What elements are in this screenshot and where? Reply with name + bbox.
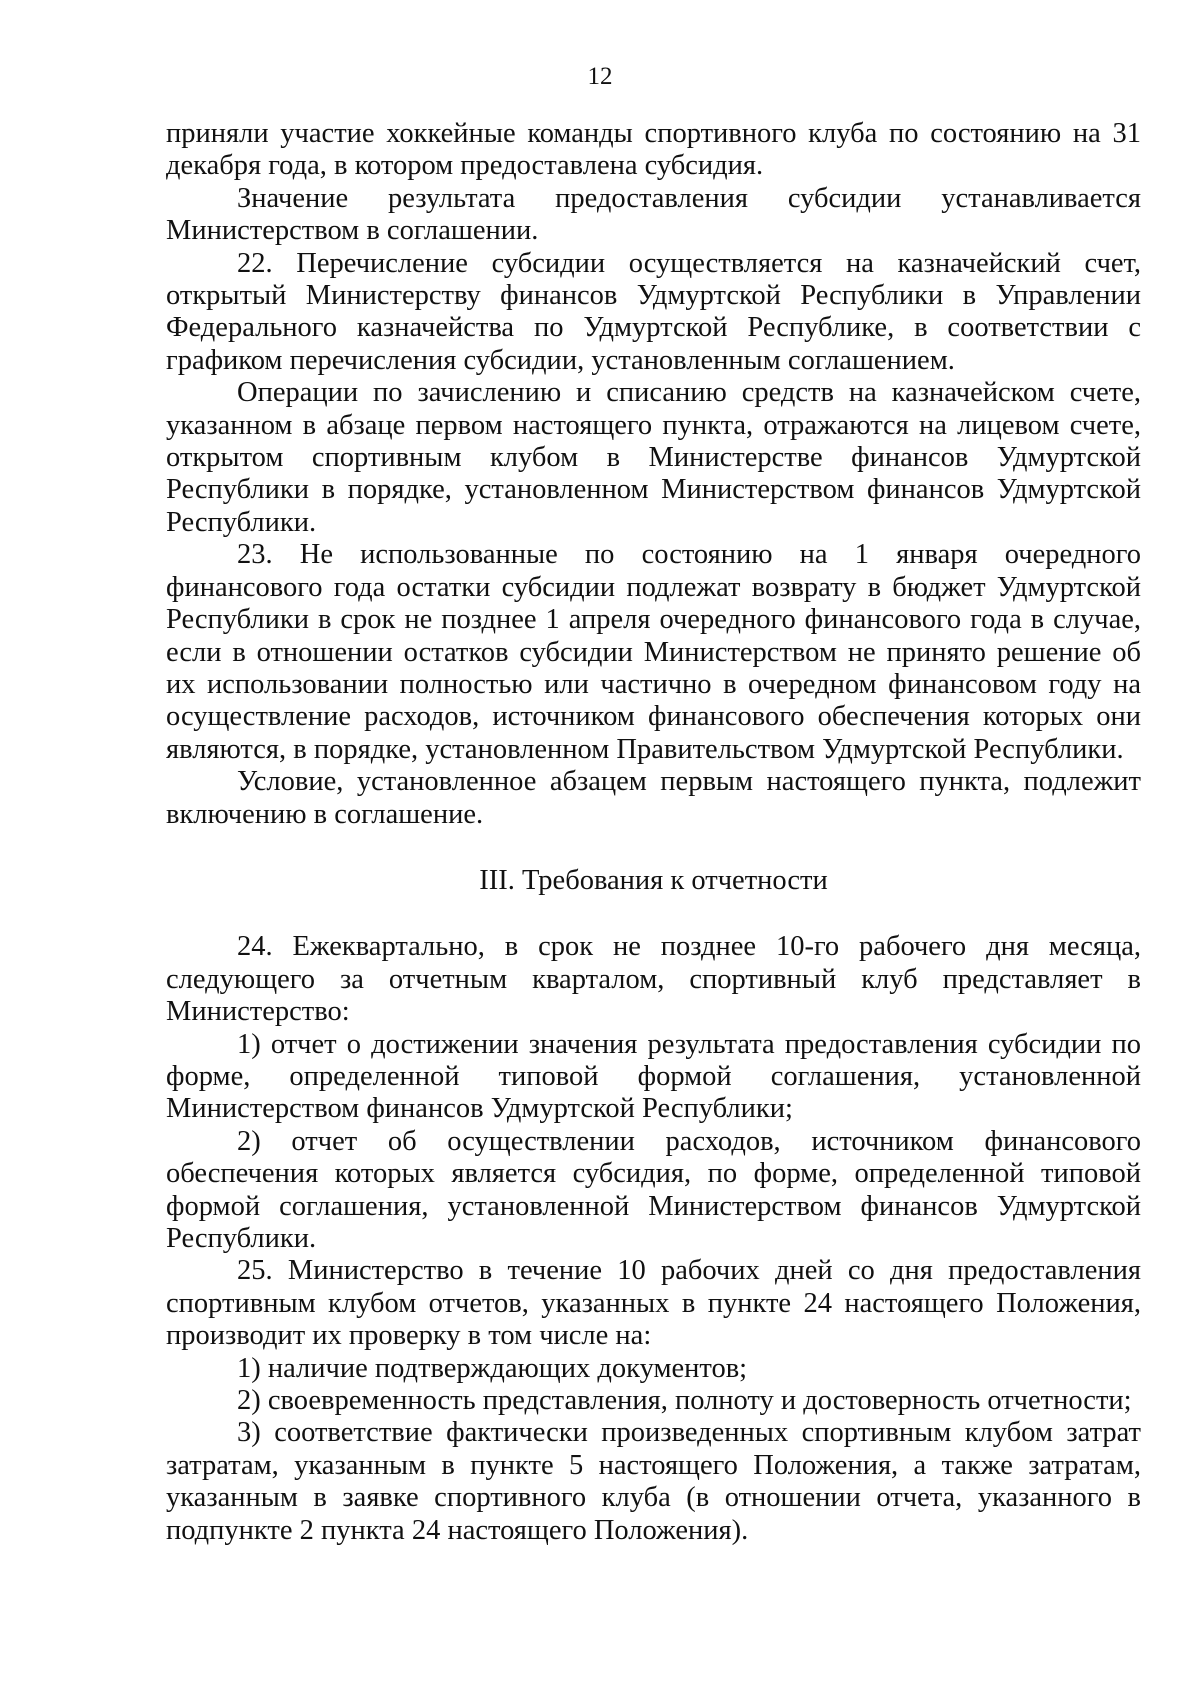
paragraph-25-item-3: 3) соответствие фактически произведенных спортивным клубом затрат затратам, указанным в пункте 5 настоящего Положения, а также затратам, указанным в заявке спортивного клуба (в отношении отчета, указанного в подпункте 2 пункта 24 настоящего Положения). <box>166 1417 1141 1546</box>
paragraph-25-item-1: 1) наличие подтверждающих документов; <box>237 1352 748 1384</box>
paragraph-24-item-1: 1) отчет о достижении значения результата предоставления субсидии по форме, определенной типовой формой соглашения, установленной Министерством финансов Удмуртской Республики; <box>166 1028 1141 1125</box>
paragraph-22-operations: Операции по зачислению и списанию средств на казначейском счете, указанном в абзаце первом настоящего пункта, отражаются на лицевом счете, открытом спортивным клубом в Министерстве финансов Удмуртской Республики в порядке, установленном Министерством финансов Удмуртской Республики. <box>166 377 1141 538</box>
paragraph-23-condition: Условие, установленное абзацем первым настоящего пункта, подлежит включению в соглашение. <box>166 766 1141 830</box>
paragraph-24-item-2: 2) отчет об осуществлении расходов, источником финансового обеспечения которых является субсидия, по форме, определенной типовой формой соглашения, установленной Министерством финансов Удмуртской Республики. <box>166 1125 1141 1254</box>
section-heading: III. Требования к отчетности <box>479 864 828 896</box>
paragraph-22: 22. Перечисление субсидии осуществляется на казначейский счет, открытый Министерству финансов Удмуртской Республики в Управлении Федерального казначейства по Удмуртской Республике, в соответствии с графиком перечисления субсидии, установленным соглашением. <box>166 247 1141 376</box>
paragraph-25-item-2: 2) своевременность представления, полноту и достоверность отчетности; <box>237 1385 1132 1417</box>
paragraph-23: 23. Не использованные по состоянию на 1 января очередного финансового года остатки субсидии подлежат возврату в бюджет Удмуртской Республики в срок не позднее 1 апреля очередного финансового года в случае, если в отношении остатков субсидии Министерством не принято решение об их использовании полностью или частично в очередном финансовом году на осуществление расходов, источником финансового обеспечения которых они являются, в порядке, установленном Правительством Удмуртской Республики. <box>166 539 1141 765</box>
document-body <box>166 118 1141 1547</box>
paragraph-24: 24. Ежеквартально, в срок не позднее 10-го рабочего дня месяца, следующего за отчетным кварталом, спортивный клуб представляет в Министерство: <box>166 931 1141 1028</box>
paragraph-25: 25. Министерство в течение 10 рабочих дней со дня предоставления спортивным клубом отчетов, указанных в пункте 24 настоящего Положения, производит их проверку в том числе на: <box>166 1255 1141 1352</box>
paragraph-continuation: приняли участие хоккейные команды спортивного клуба по состоянию на 31 декабря года, в котором предоставлена субсидия. <box>166 118 1141 182</box>
page-number: 12 <box>587 63 613 90</box>
paragraph-result-value: Значение результата предоставления субсидии устанавливается Министерством в соглашении. <box>166 182 1141 247</box>
